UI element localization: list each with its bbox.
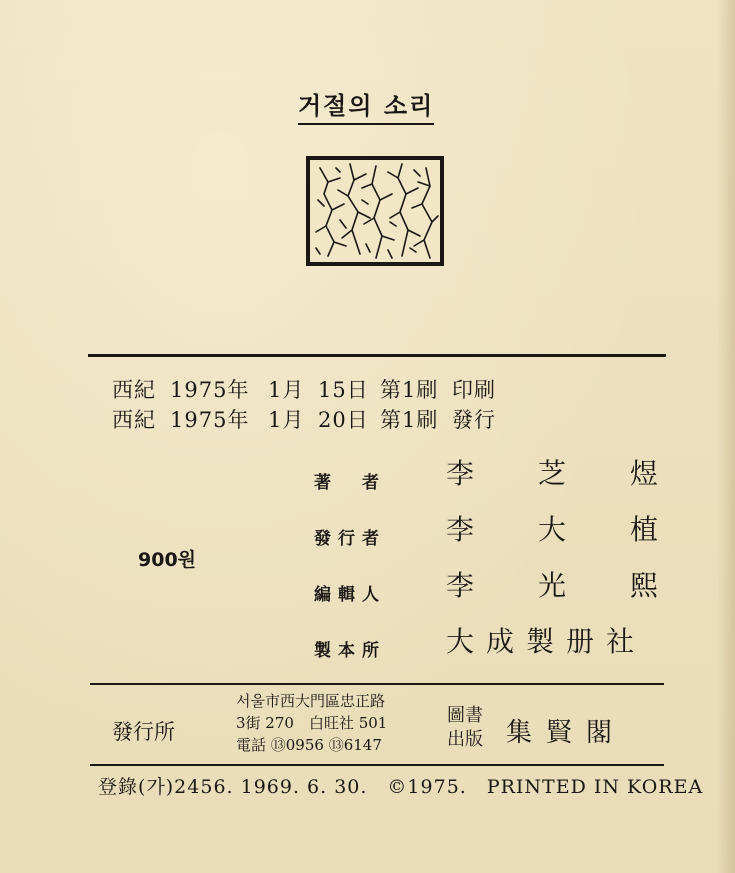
publishing-office-label: 發行所 bbox=[112, 720, 175, 744]
year: 1975年 bbox=[170, 378, 250, 402]
book-title: 거절의 소리 bbox=[298, 86, 434, 125]
era-label: 西紀 bbox=[112, 378, 156, 402]
event: 發行 bbox=[452, 408, 496, 432]
month: 1月 bbox=[268, 378, 305, 402]
binder-name: 大 成 製 册 社 bbox=[446, 625, 635, 658]
author-name: 李 芝 煜 bbox=[446, 457, 659, 490]
publisher-person-name: 李 大 植 bbox=[446, 513, 659, 546]
day: 15日 bbox=[318, 378, 369, 402]
author-label: 著 者 bbox=[314, 473, 386, 493]
editor-name: 李 光 熙 bbox=[446, 569, 659, 602]
publisher-name: 集賢閣 bbox=[506, 718, 627, 748]
print-date-line bbox=[112, 374, 496, 404]
phone-line: 電話 ⑬0956 ⑬6147 bbox=[236, 736, 382, 754]
page-edge-shadow bbox=[717, 0, 735, 873]
year: 1975年 bbox=[170, 408, 250, 432]
binder-label: 製本所 bbox=[314, 641, 386, 661]
emblem-tree-pattern-icon bbox=[310, 160, 440, 262]
edition: 第1刷 bbox=[380, 408, 439, 432]
month: 1月 bbox=[268, 408, 305, 432]
address-line: 서울市西大門區忠正路 bbox=[236, 692, 385, 710]
address-line: 3街 270 白旺社 501 bbox=[236, 714, 388, 732]
top-divider bbox=[88, 354, 666, 357]
era-label: 西紀 bbox=[112, 408, 156, 432]
bottom-divider bbox=[90, 764, 664, 766]
middle-divider bbox=[90, 683, 664, 685]
publish-date-line bbox=[112, 404, 496, 434]
price: 900원 bbox=[138, 549, 197, 571]
editor-label: 編輯人 bbox=[314, 585, 386, 605]
publisher-address bbox=[236, 690, 387, 756]
publisher-emblem bbox=[306, 156, 444, 266]
book-publishing-label: 圖書 出版 bbox=[447, 705, 483, 750]
edition: 第1刷 bbox=[380, 378, 439, 402]
registration-footer: 登錄(가)2456. 1969. 6. 30. ©1975. PRINTED IN KOREA bbox=[98, 776, 704, 798]
publisher-person-label: 發行者 bbox=[314, 529, 386, 549]
day: 20日 bbox=[318, 408, 369, 432]
event: 印刷 bbox=[452, 378, 496, 402]
